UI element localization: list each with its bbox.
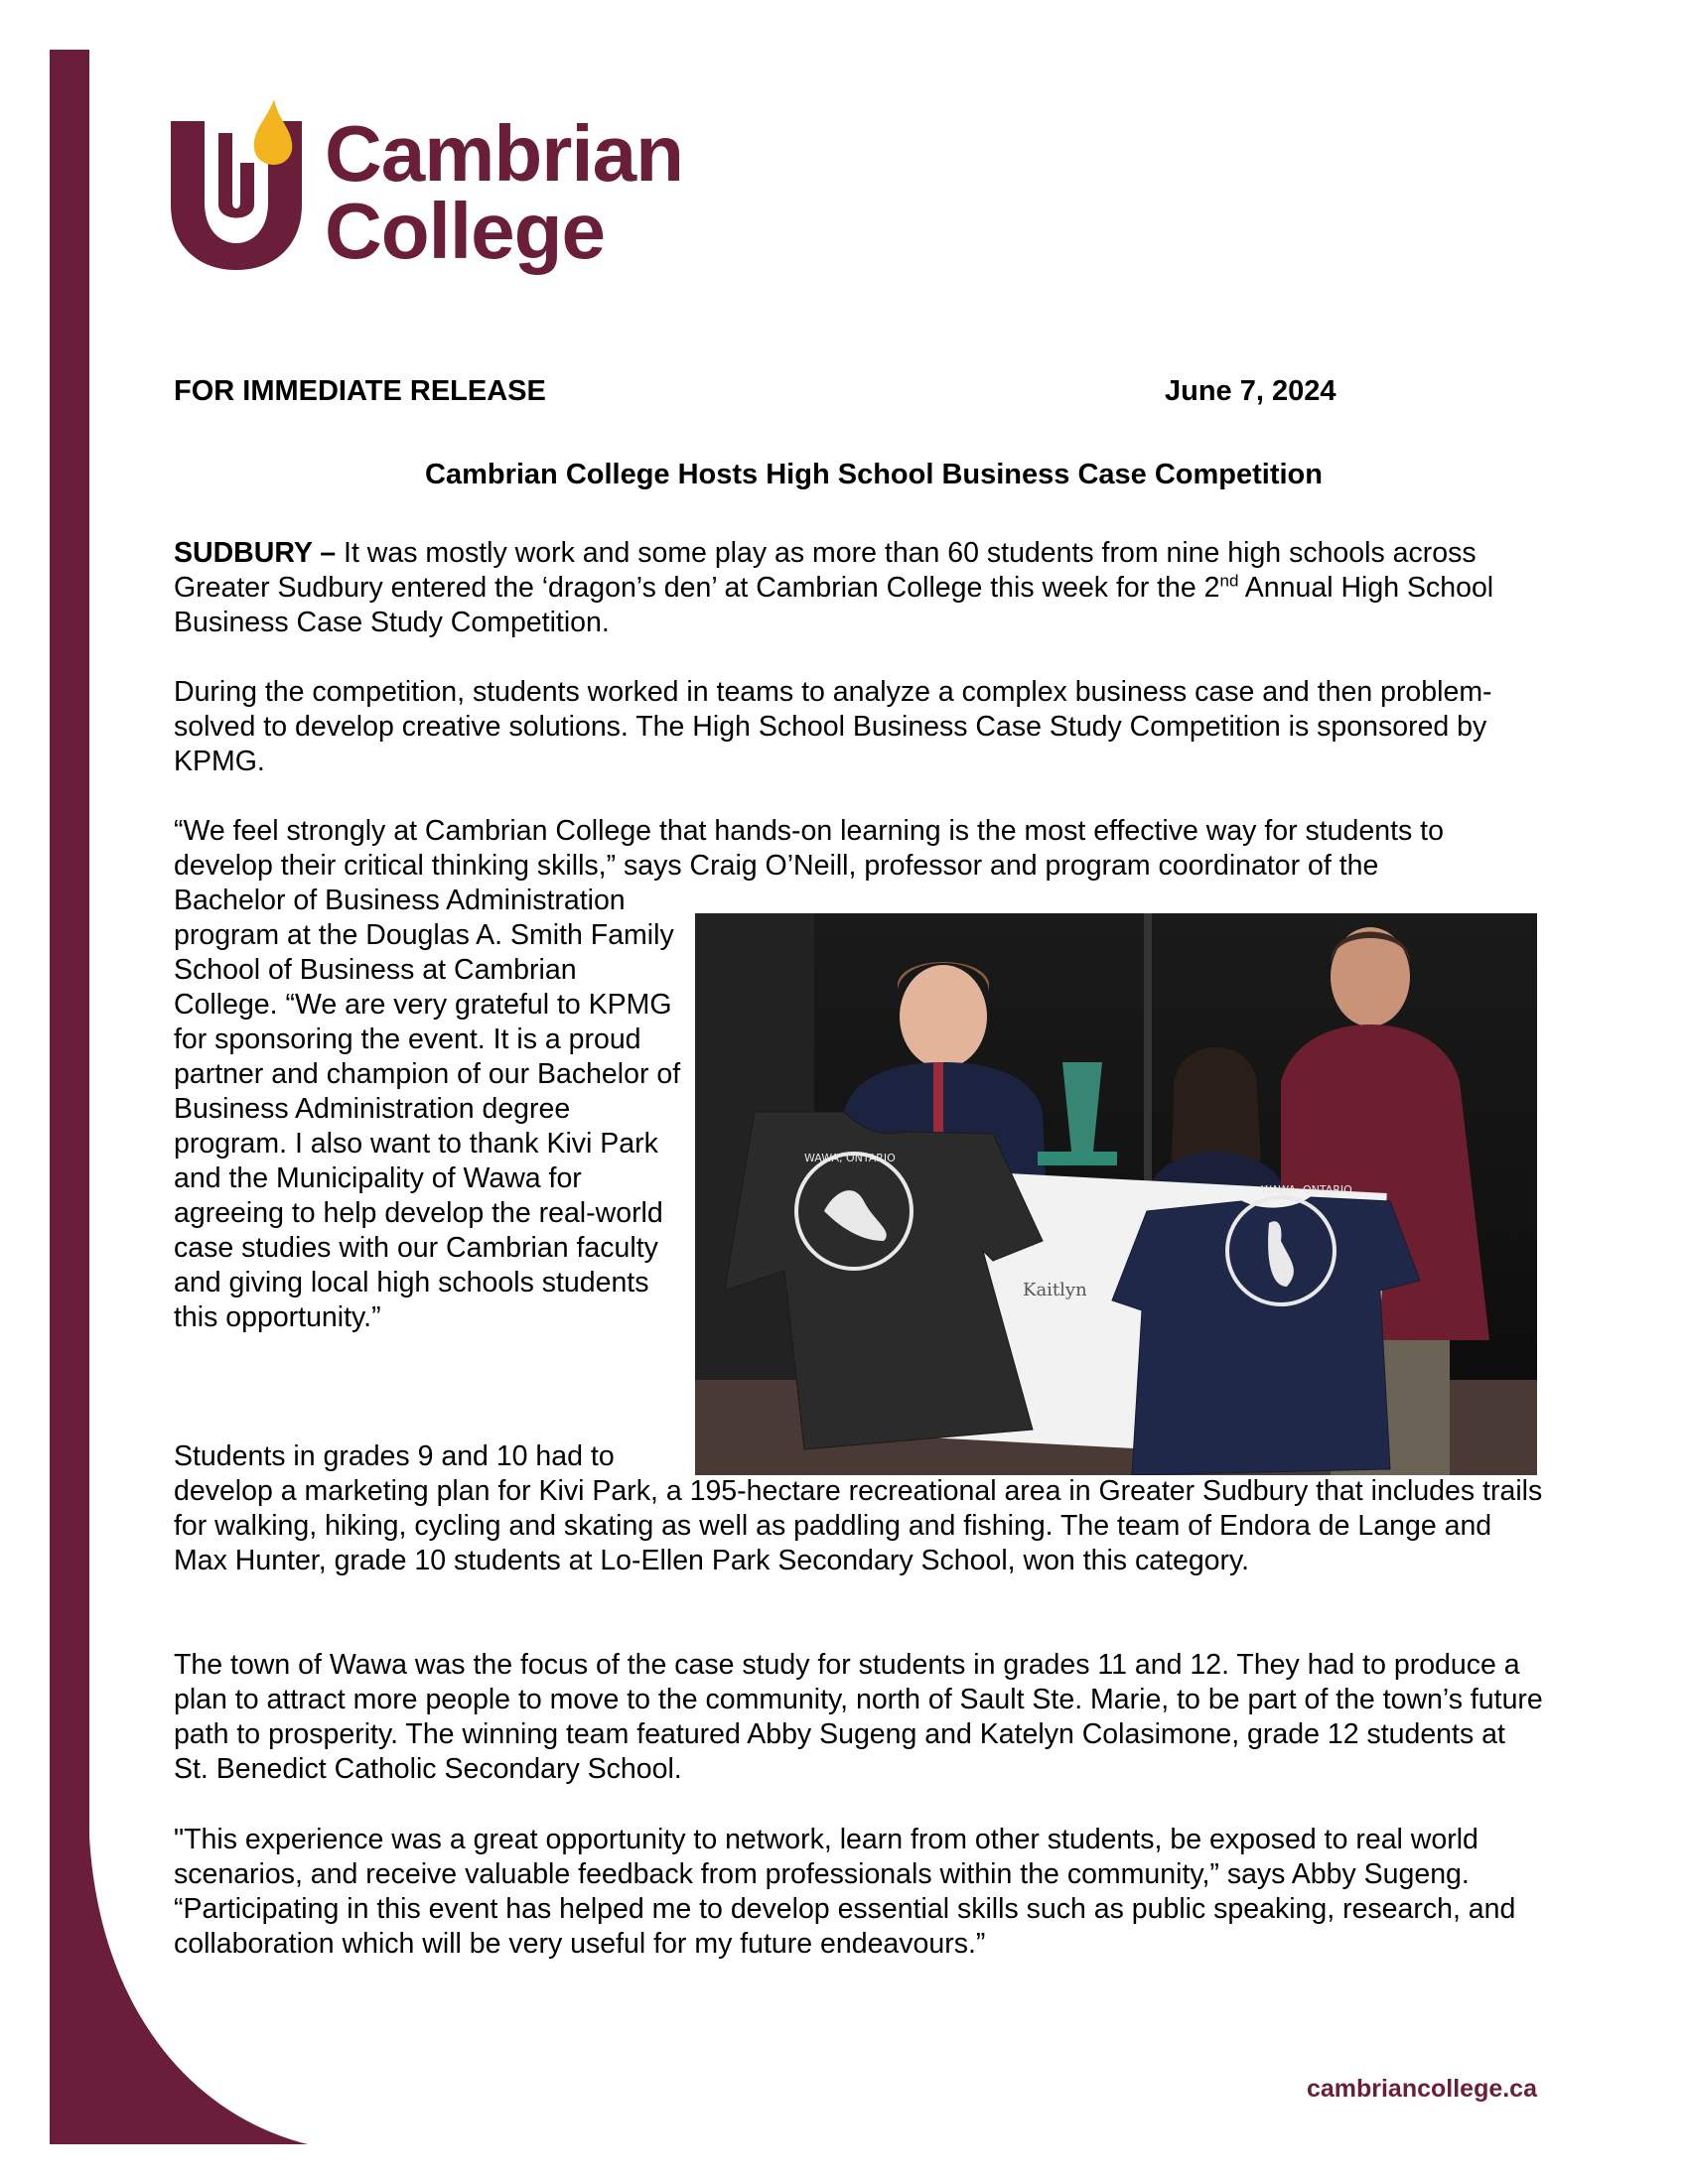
shirt-text-right: WAWA, ONTARIO <box>1261 1183 1352 1196</box>
cambrian-college-logo <box>171 99 707 278</box>
logo-shield-flame-icon <box>171 99 302 270</box>
cheque-name-text: Kaitlyn <box>1023 1280 1087 1300</box>
release-date: June 7, 2024 <box>1165 375 1336 407</box>
headline: Cambrian College Hosts High School Business Case Competition <box>425 459 1323 490</box>
logo-line-2: College <box>325 187 605 275</box>
paragraph-2: During the competition, students worked in teams to analyze a complex business case and then problem-solved to develop creative solutions. The High School Business Case Study Competition is sponsored by KPMG. <box>174 676 1492 777</box>
paragraph-1-text-b: Annual High School Business Case Study Competition. <box>174 572 1494 638</box>
release-label: FOR IMMEDIATE RELEASE <box>174 375 546 407</box>
event-photo <box>695 913 1537 1475</box>
footer-website-link[interactable]: cambriancollege.ca <box>1306 2075 1537 2103</box>
paragraph-3: “We feel strongly at Cambrian College that hands-on learning is the most effective way for students to develop their critical thinking skills,” says Craig O’Neill, professor and program coordinator of the <box>174 815 1444 882</box>
paragraph-5-first-line: Students in grades 9 and 10 had to <box>174 1440 615 1472</box>
left-decorative-band <box>50 50 89 2144</box>
paragraph-4: Bachelor of Business Administration program at the Douglas A. Smith Family School of Business at Cambrian College. “We are very grateful to KPMG for sponsoring the event. It is a proud partner and champion of our Bachelor of Business Administration degree program. I also want to thank Kivi Park and the Municipality of Wawa for agreeing to help develop the real-world case studies with our Cambrian faculty and giving local high schools students this opportunity.” <box>174 885 681 1333</box>
event-photo-illustration <box>695 913 1537 1475</box>
ordinal-suffix: nd <box>1219 571 1239 591</box>
paragraph-7: "This experience was a great opportunity to network, learn from other students, be exposed to real world scenarios, and receive valuable feedback from professionals within the community,” says Abby Sugeng. “Participating in this event has helped me to develop essential skills such as public speaking, research, and collaboration which will be very useful for my future endeavours.” <box>174 1824 1516 1960</box>
shirt-text-left: WAWA, ONTARIO <box>804 1152 896 1164</box>
logo-wordmark <box>325 109 683 275</box>
paragraph-5-rest: develop a marketing plan for Kivi Park, a 195-hectare recreational area in Greater Sudbury that includes trails for walking, hiking, cycling and skating as well as paddling and fishing. The team of Endora de Lange and Max Hunter, grade 10 students at Lo-Ellen Park Secondary School, won this category. <box>174 1475 1543 1576</box>
paragraph-1-text-a: It was mostly work and some play as more than 60 students from nine high schools across Greater Sudbury entered the ‘dragon’s den’ at Cambrian College this week for the 2 <box>174 537 1477 604</box>
logo-line-1: Cambrian <box>325 109 683 198</box>
paragraph-5 <box>174 1439 1544 1578</box>
paragraph-6: The town of Wawa was the focus of the case study for students in grades 11 and 12. They had to produce a plan to attract more people to move to the community, north of Sault Ste. Marie, to be part of the town’s future path to prosperity. The winning team featured Abby Sugeng and Katelyn Colasimone, grade 12 students at St. Benedict Catholic Secondary School. <box>174 1649 1543 1785</box>
paragraph-1 <box>174 536 1544 640</box>
dateline: SUDBURY – <box>174 537 337 569</box>
